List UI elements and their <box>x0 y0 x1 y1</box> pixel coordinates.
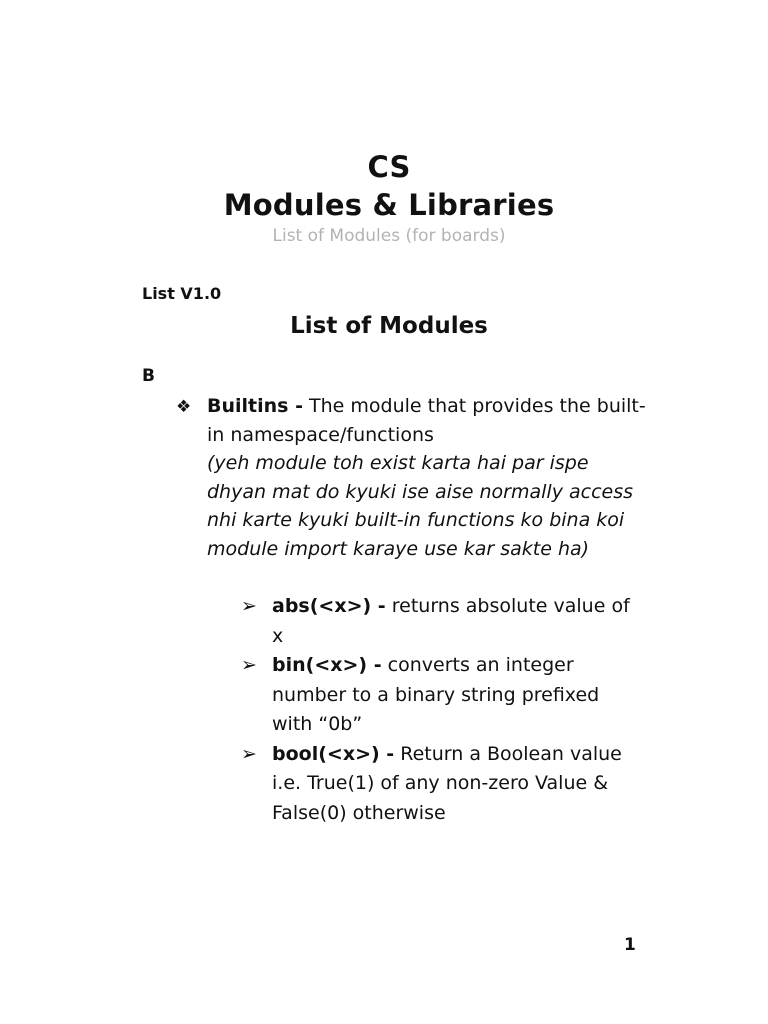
version-label: List V1.0 <box>142 284 222 303</box>
title-line-1: CS <box>367 150 411 184</box>
module-description: The module that provides the built-in namespace/functions <box>207 395 646 446</box>
page-number: 1 <box>624 935 636 955</box>
subtitle: List of Modules (for boards) <box>272 226 506 246</box>
title-block <box>0 148 768 248</box>
function-name: bool(<x>) - <box>272 742 395 765</box>
module-note: (yeh module toh exist karta hai par ispe dhyan mat do kyuki ise aise normally access nhi karte kyuki built-in functions ko bina koi module import karaye use kar sakte ha) <box>207 452 633 560</box>
module-name: Builtins - <box>207 395 303 417</box>
function-description: Return a Boolean value i.e. True(1) of any non-zero Value & False(0) otherwise <box>272 742 622 824</box>
function-description: returns absolute value of x <box>272 595 630 647</box>
function-item-abs <box>241 592 641 651</box>
function-text <box>272 651 641 740</box>
function-item-bool <box>241 740 641 829</box>
diamond-bullet-icon: ❖ <box>176 397 192 417</box>
section-heading: List of Modules <box>290 313 488 339</box>
arrow-bullet-icon: ➢ <box>241 654 257 676</box>
module-item-builtins <box>176 392 646 563</box>
module-body <box>207 392 646 563</box>
title-line-2: Modules & Libraries <box>223 188 555 222</box>
function-item-bin <box>241 651 641 740</box>
function-list <box>241 592 641 828</box>
function-text <box>272 592 641 651</box>
function-text <box>272 740 641 829</box>
arrow-bullet-icon: ➢ <box>241 742 257 765</box>
function-name: abs(<x>) - <box>272 595 386 617</box>
arrow-bullet-icon: ➢ <box>241 595 257 617</box>
function-description: converts an integer number to a binary string prefixed with “0b” <box>272 654 600 735</box>
function-name: bin(<x>) - <box>272 654 382 676</box>
letter-heading: B <box>142 366 155 386</box>
